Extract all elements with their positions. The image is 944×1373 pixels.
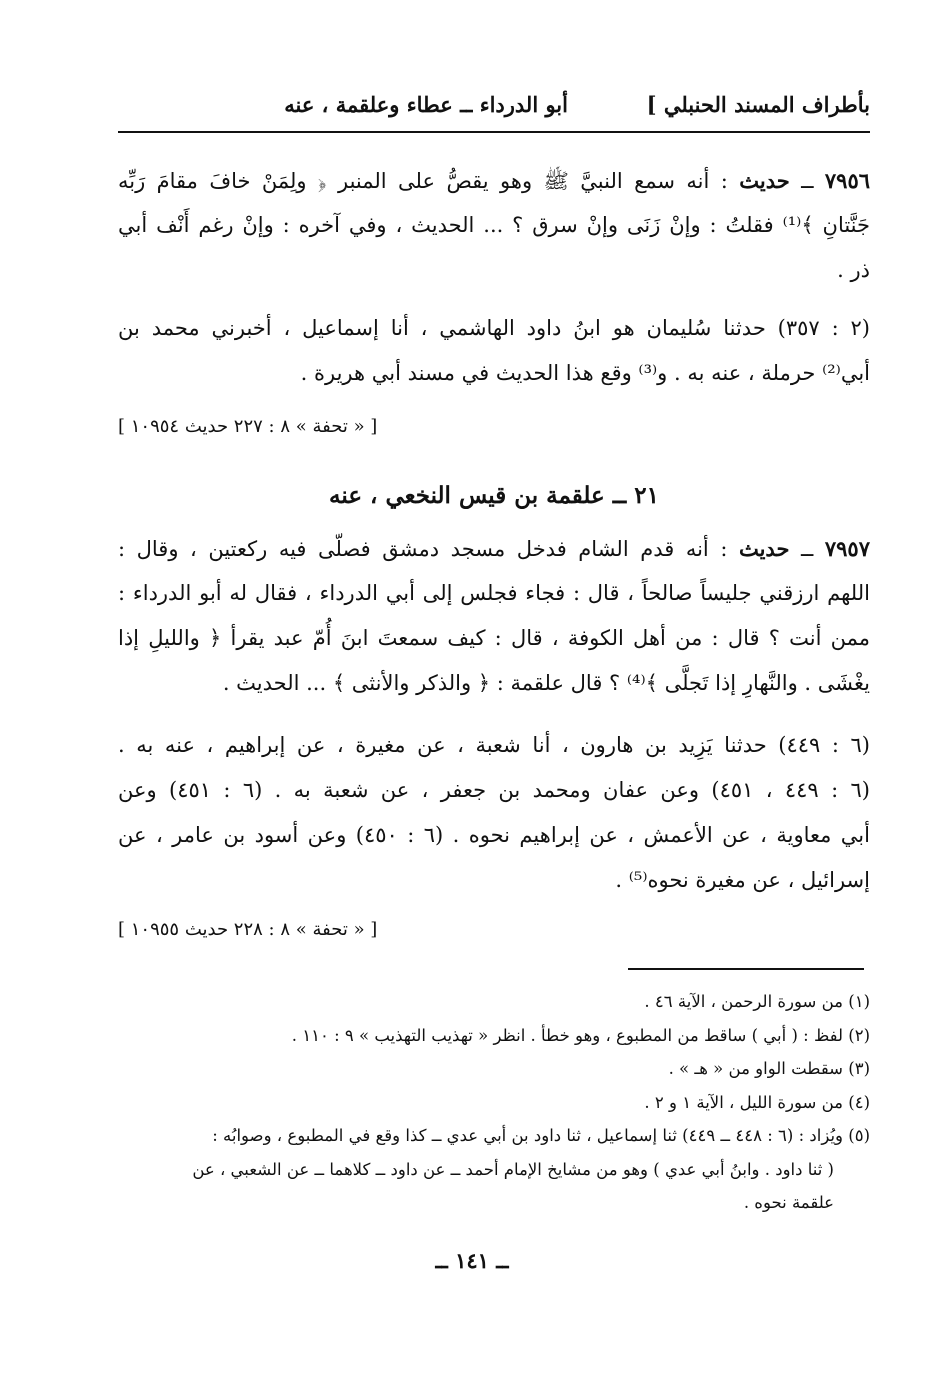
header-chapter-title: أبو الدرداء ــ عطاء وعلقمة ، عنه — [284, 92, 568, 117]
footnote: (٣) سقطت الواو من « هـ » . — [668, 1059, 870, 1078]
hadith-7957-isnad — [118, 723, 870, 903]
text-line: جَنَّتانِ ﴾⁽¹⁾ فقلتُ : وإنْ زَنَى وإنْ سرق ؟ ... الحديث ، وفي آخره : وإنْ رغم أَنْف أبي — [118, 213, 870, 237]
footnote-continuation: ( ثنا داود . وابنُ أبي عدي ) وهو من مشايخ الإمام أحمد ــ عن داود ــ كلاهما ــ عن الشعبي ، عن — [192, 1159, 834, 1179]
text-segment: : أنه قدم الشام فدخل مسجد دمشق فصلّى فيه ركعتين ، وقال : — [118, 537, 728, 561]
isnad-line: أبي معاوية ، عن الأعمش ، عن إبراهيم نحوه . (٦ : ٤٥٠) وعن أسود بن عامر ، عن — [118, 823, 870, 847]
text-line: ذر . — [837, 258, 870, 282]
header-book-title: بأطراف المسند الحنبلي ] — [646, 92, 870, 117]
running-header — [112, 92, 870, 128]
text-line: يغْشَى . والنَّهارِ إذا تَجلَّى ﴾⁽⁴⁾ ؟ قال علقمة : ﴿ والذكر والأنثى ﴾ ... الحديث . — [222, 671, 870, 695]
text-segment: : أنه سمع النبيَّ ﷺ وهو يقصُّ على المنبر ﴿ ولِمَنْ خافَ مقامَ رَبِّه — [118, 169, 728, 193]
footnote: (٥) ويُزاد : (٦ : ٤٤٨ ــ ٤٤٩) ثنا إسماعيل ، ثنا داود بن أبي عدي ــ كذا وقع في المطبوع ، وصوابُه : — [212, 1126, 870, 1145]
hadith-7956-isnad — [118, 306, 870, 396]
footnote-rule — [628, 968, 864, 970]
footnote: (١) من سورة الرحمن ، الآية ٤٦ . — [644, 992, 870, 1011]
hadith-number: ٧٩٥٦ — [824, 168, 870, 193]
header-rule — [118, 131, 870, 133]
footnote: (٢) لفظ : ( أبي ) ساقط من المطبوع ، وهو خطأ . انظر « تهذيب التهذيب » ٩ : ١١٠ . — [291, 1025, 870, 1045]
hadith-keyword: حديث — [739, 168, 790, 193]
text-line: ٧٩٥٦ ــ حديث : أنه سمع النبيَّ ﷺ وهو يقصُّ على المنبر ﴿ ولِمَنْ خافَ مقامَ رَبِّه — [118, 168, 870, 193]
isnad-line: (٢ : ٣٥٧) حدثنا سُليمان هو ابنُ داود الهاشمي ، أنا إسماعيل ، أخبرني محمد بن — [118, 316, 870, 340]
isnad-line: (٦ : ٤٤٩) حدثنا يَزِيد بن هارون ، أنا شعبة ، عن مغيرة ، عن إبراهيم ، عنه به . — [118, 733, 870, 757]
hadith-number: ٧٩٥٧ — [824, 536, 870, 561]
isnad-line: إسرائيل ، عن مغيرة نحوه⁽⁵⁾ . — [615, 868, 870, 892]
isnad-line: أبي⁽²⁾ حرملة ، عنه به . و⁽³⁾ وقع هذا الحديث في مسند أبي هريرة . — [300, 361, 870, 385]
text-line: اللهم ارزقني جليساً صالحاً ، قال : فجاء فجلس إلى أبي الدرداء ، فقال له أبو الدرداء : — [118, 581, 870, 605]
tuhfa-reference — [118, 917, 870, 943]
text-line: ٧٩٥٧ ــ حديث : أنه قدم الشام فدخل مسجد دمشق فصلّى فيه ركعتين ، وقال : — [118, 536, 870, 561]
hadith-7956-text — [118, 158, 870, 293]
hadith-keyword: حديث — [738, 536, 790, 561]
reference-text: [ « تحفة » ٨ : ٢٢٨ حديث ١٠٩٥٥ ] — [118, 919, 378, 940]
footnote-continuation: علقمة نحوه . — [743, 1193, 834, 1212]
footnotes — [118, 985, 870, 1220]
reference-text: [ « تحفة » ٨ : ٢٢٧ حديث ١٠٩٥٤ ] — [118, 416, 378, 437]
tuhfa-reference — [118, 414, 870, 440]
section-heading: ٢١ ــ علقمة بن قيس النخعي ، عنه — [329, 482, 659, 509]
footnote: (٤) من سورة الليل ، الآية ١ و ٢ . — [644, 1092, 870, 1112]
text-line: ممن أنت ؟ قال : من أهل الكوفة ، قال : كيف سمعتَ ابنَ أُمّ عبد يقرأ ﴿ والليلِ إذا — [118, 626, 870, 650]
isnad-line: (٦ : ٤٤٩ ، ٤٥١) وعن عفان ومحمد بن جعفر ، عن شعبة به . (٦ : ٤٥١) وعن — [118, 778, 870, 802]
page-number: ــ ١٤١ ــ — [435, 1248, 509, 1273]
hadith-7957-text — [118, 526, 870, 706]
